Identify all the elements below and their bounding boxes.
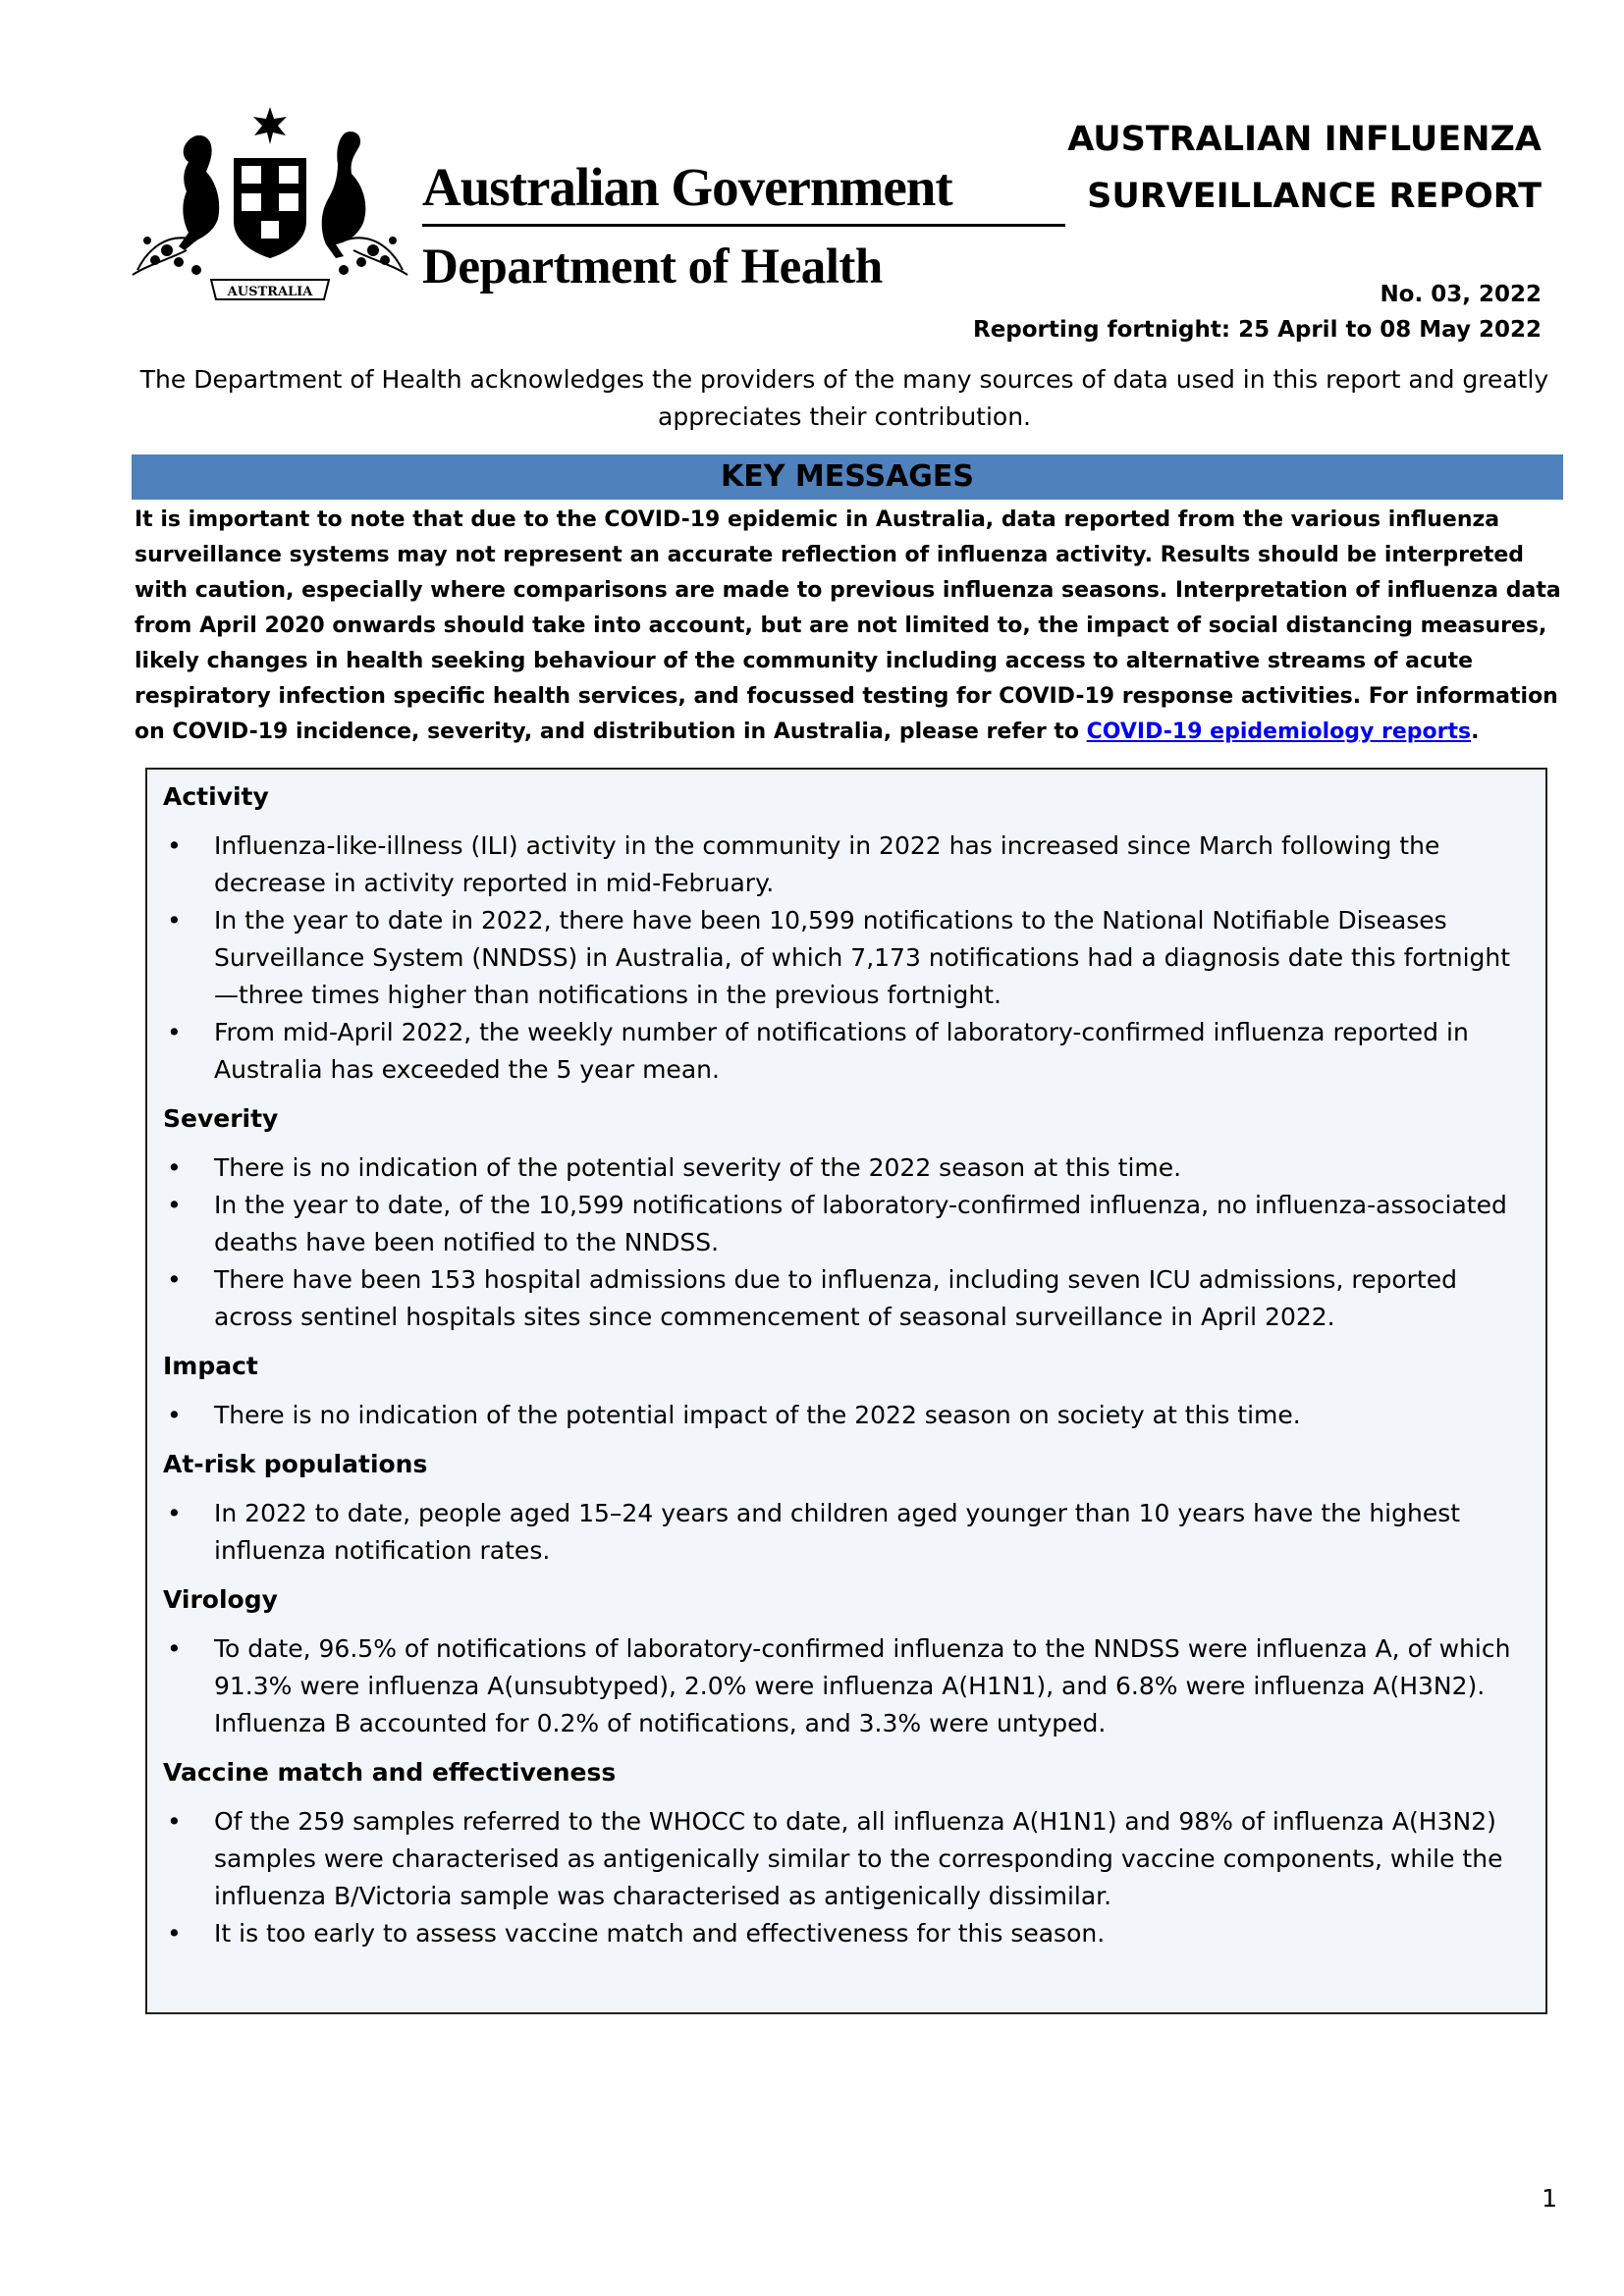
bullet-icon: • xyxy=(167,1634,182,1663)
list-item-text: Of the 259 samples referred to the WHOCC to date, all influenza A(H1N1) and 98% of influenza A(H3N2) samples were characterised as antigenically similar to the corresponding vaccine components, while the influenza B/Victoria sample was characterised as antigenically dissimilar. xyxy=(214,1807,1503,1910)
section-heading: Severity xyxy=(163,1104,279,1133)
bullet-icon: • xyxy=(167,1191,182,1219)
bullet-list xyxy=(163,1397,1534,1434)
list-item-text: It is too early to assess vaccine match and effectiveness for this season. xyxy=(214,1919,1106,1948)
list-item xyxy=(163,1495,1534,1570)
intro-text: It is important to note that due to the COVID-19 epidemic in Australia, data reported from the various influenza surveillance systems may not represent an accurate reflection of influenza activity. Results should be interpreted with caution, especially where comparisons are made to previous influenza seasons. Interpretation of influenza data from April 2020 onwards should take into account, but are not limited to, the impact of social distancing measures, likely changes in health seeking behaviour of the community including access to alternative streams of acute respiratory infection specific health services, and focussed testing for COVID-19 response activities. For information on COVID-19 incidence, severity, and distribution in Australia, please refer to xyxy=(135,507,1561,744)
bullet-icon: • xyxy=(167,1265,182,1294)
list-item xyxy=(163,1630,1534,1742)
page-number: 1 xyxy=(1542,2184,1557,2213)
section-heading: Virology xyxy=(163,1585,278,1614)
list-item xyxy=(163,1261,1534,1336)
section-impact xyxy=(163,1348,1534,1434)
key-messages-intro xyxy=(135,503,1563,750)
section-heading: Vaccine match and effectiveness xyxy=(163,1758,617,1787)
list-item xyxy=(163,1397,1534,1434)
list-item xyxy=(163,1149,1534,1187)
list-item-text: Influenza-like-illness (ILI) activity in the community in 2022 has increased since March following the decrease in activity reported in mid-February. xyxy=(214,831,1440,897)
list-item xyxy=(163,1014,1534,1089)
report-meta xyxy=(973,277,1542,347)
bullet-icon: • xyxy=(167,1807,182,1836)
section-at-risk-populations xyxy=(163,1446,1534,1570)
report-title xyxy=(1067,111,1542,225)
coat-of-arms-icon xyxy=(128,103,412,311)
section-heading: At-risk populations xyxy=(163,1450,428,1478)
bullet-list xyxy=(163,1630,1534,1742)
report-title-line1: AUSTRALIAN INFLUENZA xyxy=(1067,120,1542,159)
bullet-list xyxy=(163,1495,1534,1570)
list-item-text: In the year to date, of the 10,599 notifications of laboratory-confirmed influenza, no influenza-associated deaths have been notified to the NNDSS. xyxy=(214,1191,1507,1256)
section-virology xyxy=(163,1581,1534,1742)
branding-divider xyxy=(422,224,1065,227)
report-number: No. 03, 2022 xyxy=(1380,282,1542,307)
list-item-text: To date, 96.5% of notifications of laboratory-confirmed influenza to the NNDSS were influenza A, of which 91.3% were influenza A(unsubtyped), 2.0% were influenza A(H1N1), and 6.8% were influenza A(H3N2). Influenza B accounted for 0.2% of notifications, and 3.3% were untyped. xyxy=(214,1634,1511,1737)
bullet-icon: • xyxy=(167,1499,182,1527)
bullet-icon: • xyxy=(167,1401,182,1429)
section-heading: Activity xyxy=(163,782,269,811)
list-item-text: There have been 153 hospital admissions due to influenza, including seven ICU admissions, reported across sentinel hospitals sites since commencement of seasonal surveillance in April 2022. xyxy=(214,1265,1457,1331)
list-item xyxy=(163,902,1534,1014)
reporting-period: Reporting fortnight: 25 April to 08 May 2022 xyxy=(972,317,1542,343)
bullet-icon: • xyxy=(167,906,182,934)
section-heading: Impact xyxy=(163,1352,258,1380)
report-title-line2: SURVEILLANCE REPORT xyxy=(1087,177,1542,216)
crest-motto: AUSTRALIA xyxy=(227,285,313,299)
bullet-icon: • xyxy=(167,1018,182,1046)
bullet-list xyxy=(163,828,1534,1089)
intro-end: . xyxy=(1471,720,1480,744)
bullet-list xyxy=(163,1149,1534,1336)
list-item-text: There is no indication of the potential impact of the 2022 season on society at this time. xyxy=(214,1401,1301,1429)
list-item xyxy=(163,1187,1534,1261)
list-item-text: In the year to date in 2022, there have been 10,599 notifications to the National Notifiable Diseases Surveillance System (NNDSS) in Australia, of which 7,173 notifications had a diagnosis date this fortnight—three times higher than notifications in the previous fortnight. xyxy=(214,906,1511,1009)
list-item-text: From mid-April 2022, the weekly number of notifications of laboratory-confirmed influenza reported in Australia has exceeded the 5 year mean. xyxy=(214,1018,1469,1084)
section-vaccine-match xyxy=(163,1754,1534,1952)
section-severity xyxy=(163,1100,1534,1336)
government-name: Australian Government xyxy=(422,157,952,217)
bullet-icon: • xyxy=(167,1919,182,1948)
bullet-icon: • xyxy=(167,831,182,860)
covid-reports-link[interactable]: COVID-19 epidemiology reports xyxy=(1086,720,1472,744)
key-messages-heading: KEY MESSAGES xyxy=(132,454,1563,500)
bullet-list xyxy=(163,1803,1534,1952)
report-header xyxy=(128,103,1542,343)
government-branding xyxy=(422,157,1070,295)
summary-box xyxy=(145,768,1547,2014)
acknowledgement: The Department of Health acknowledges the providers of the many sources of data used in this report and greatly appreciates their contribution. xyxy=(139,365,1549,431)
list-item-text: There is no indication of the potential severity of the 2022 season at this time. xyxy=(214,1153,1182,1182)
bullet-icon: • xyxy=(167,1153,182,1182)
list-item xyxy=(163,1803,1534,1915)
section-activity xyxy=(163,778,1534,1089)
list-item xyxy=(163,828,1534,902)
department-name: Department of Health xyxy=(422,240,883,294)
list-item-text: In 2022 to date, people aged 15–24 years and children aged younger than 10 years have the highest influenza notification rates. xyxy=(214,1499,1461,1565)
list-item xyxy=(163,1915,1534,1952)
